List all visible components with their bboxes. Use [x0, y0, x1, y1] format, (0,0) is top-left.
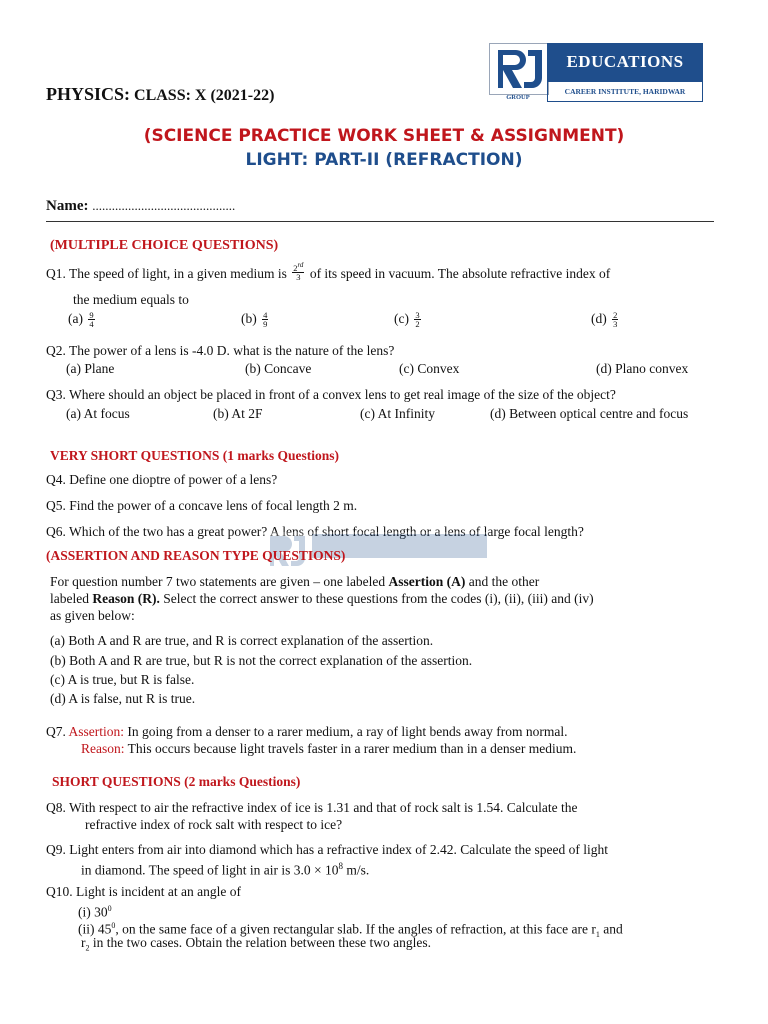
rj-logo-icon — [490, 44, 548, 94]
q3-option-a: (a) At focus — [66, 406, 130, 421]
question-q7-assertion: Q7. Assertion: In going from a denser to a rarer medium, a ray of light bends away from normal. — [46, 724, 568, 739]
name-line — [46, 198, 235, 215]
name-dots: ............................................ — [92, 198, 236, 213]
ar-intro-line1: For question number 7 two statements are given – one labeled Assertion (A) and the other — [50, 574, 540, 589]
question-q8-line1: Q8. With respect to air the refractive index of ice is 1.31 and that of rock salt is 1.54. Calculate the — [46, 800, 578, 815]
q10-part-i: (i) $30^0$ — [78, 904, 112, 920]
question-q1 — [46, 260, 611, 282]
q1-option-b: (b) $\frac{4}{9}$ — [241, 310, 268, 330]
q1-text-b: of its speed in vacuum. The absolute refractive index of — [309, 266, 611, 281]
question-q3: Q3. Where should an object be placed in front of a convex lens to get real image of the size of the object? — [46, 387, 616, 402]
question-q10: Q10. Light is incident at an angle of — [46, 884, 241, 899]
ar-code-a: (a) Both A and R are true, and R is correct explanation of the assertion. — [50, 633, 434, 648]
logo-group-text: GROUP — [506, 94, 530, 101]
brand-logo — [489, 43, 703, 101]
question-q7-reason: Reason: This occurs because light travels faster in a rarer medium than in a denser medium. — [81, 741, 577, 756]
q10-part-ii-cont: $r_2$ in the two cases. Obtain the relation between these two angles. — [81, 935, 432, 953]
question-q5: Q5. Find the power of a concave lens of focal length 2 m. — [46, 498, 358, 513]
question-q4: Q4. Define one dioptre of power of a lens? — [46, 472, 278, 487]
question-q9-line2: in diamond. The speed of light in air is $3.0 \times 10^8$ m/s. — [81, 861, 370, 878]
sq-heading: SHORT QUESTIONS (2 marks Questions) — [52, 774, 301, 789]
worksheet-title: (SCIENCE PRACTICE WORK SHEET & ASSIGNMENT) — [143, 126, 625, 146]
ar-code-c: (c) A is true, but R is false. — [50, 672, 195, 687]
mcq-heading: (MULTIPLE CHOICE QUESTIONS) — [50, 238, 279, 253]
q1-option-d: (d) $\frac{2}{3}$ — [591, 310, 618, 330]
question-q2: Q2. The power of a lens is -4.0 D. what is the nature of the lens? — [46, 343, 395, 358]
ar-intro-line3: as given below: — [50, 608, 135, 623]
logo-tagline: CAREER INSTITUTE, HARIDWAR — [547, 81, 703, 102]
ar-code-b: (b) Both A and R are true, but R is not the correct explanation of the assertion. — [50, 653, 473, 668]
q2-option-d: (d) Plano convex — [596, 361, 689, 376]
q1-fraction: $\frac{2^{rd}}{3}$ — [293, 260, 304, 282]
q1-option-c: (c) $\frac{3}{2}$ — [394, 310, 420, 330]
question-q6: Q6. Which of the two has a great power? A lens of short focal length or a lens of large focal length? — [46, 524, 584, 539]
question-q9-line1: Q9. Light enters from air into diamond which has a refractive index of 2.42. Calculate the speed of light — [46, 842, 608, 857]
q2-option-a: (a) Plane — [66, 361, 115, 376]
q1-text-a: Q1. The speed of light, in a given medium is — [46, 266, 287, 281]
logo-brand-text: EDUCATIONS — [547, 43, 703, 81]
name-label: Name: — [46, 198, 89, 214]
class-label: CLASS: X (2021-22) — [134, 87, 275, 104]
subject-label: PHYSICS: — [46, 84, 131, 104]
divider — [46, 221, 714, 222]
q3-option-c: (c) At Infinity — [360, 406, 435, 421]
q3-option-d: (d) Between optical centre and focus — [490, 406, 689, 421]
question-q8-line2: refractive index of rock salt with respect to ice? — [85, 817, 343, 832]
ar-heading: (ASSERTION AND REASON TYPE QUESTIONS) — [46, 548, 346, 563]
ar-intro-line2: labeled Reason (R). Select the correct answer to these questions from the codes (i), (ii), (iii) and (iv) — [50, 591, 594, 606]
ar-code-d: (d) A is false, nut R is true. — [50, 691, 196, 706]
rj-logo-mark — [489, 43, 549, 95]
q1-text-c: the medium equals to — [73, 292, 189, 307]
vsq-heading: VERY SHORT QUESTIONS (1 marks Questions) — [50, 448, 339, 463]
q10-part-ii: (ii) $45^0$, on the same face of a given rectangular slab. If the angles of refraction, at this face are $r_1$ and — [78, 921, 623, 940]
q3-option-b: (b) At 2F — [213, 406, 263, 421]
chapter-title: LIGHT: PART-II (REFRACTION) — [245, 150, 523, 170]
q2-option-b: (b) Concave — [245, 361, 312, 376]
q2-option-c: (c) Convex — [399, 361, 460, 376]
q1-option-a: (a) $\frac{9}{4}$ — [68, 310, 94, 330]
page-header — [46, 84, 274, 105]
